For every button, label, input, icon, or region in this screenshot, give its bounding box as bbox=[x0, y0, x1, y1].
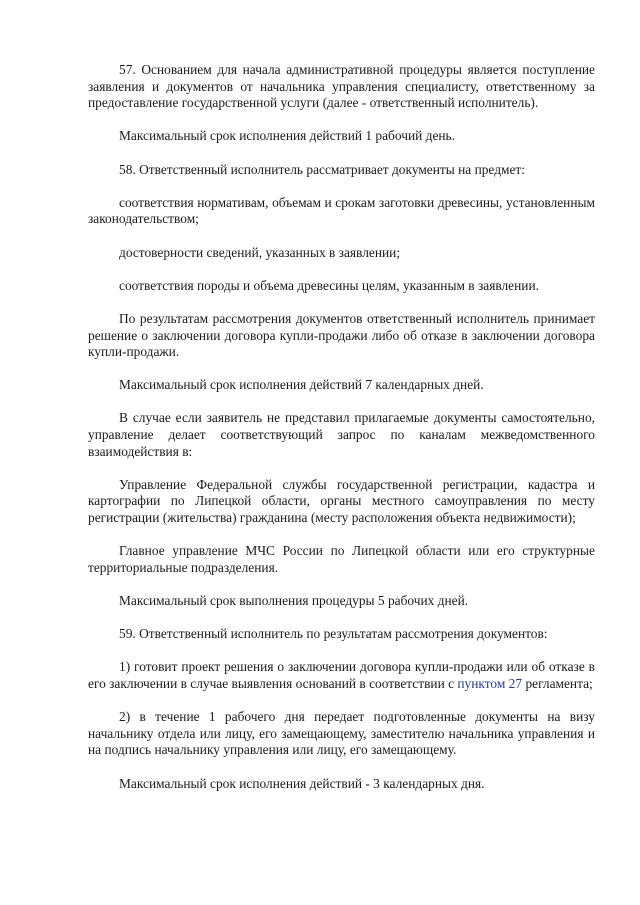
paragraph-item-1 bbox=[88, 659, 595, 692]
paragraph-item-2: 2) в течение 1 рабочего дня передает подготовленные документы на визу начальнику отдела или лицу, его замещающему, заместителю начальника управления и на подпись начальнику управления или лицу, его замещающему. bbox=[88, 709, 595, 758]
item-1-text: 1) готовит проект решения о заключении договора купли-продажи или об отказе в его заключении в случае выявления оснований в соответствии с bbox=[88, 659, 595, 691]
paragraph-criterion-species: соответствия породы и объема древесины целям, указанным в заявлении. bbox=[119, 277, 539, 293]
paragraph-interagency-request: В случае если заявитель не представил прилагаемые документы самостоятельно, управление делает соответствующий запрос по каналам межведомственного взаимодействия в: bbox=[88, 410, 595, 459]
paragraph-deadline-1: Максимальный срок исполнения действий 1 рабочий день. bbox=[119, 128, 456, 144]
paragraph-mchs: Главное управление МЧС России по Липецкой области или его структурные территориальные подразделения. bbox=[88, 543, 595, 575]
paragraph-deadline-3: Максимальный срок исполнения действий - 3 календарных дня. bbox=[119, 775, 485, 791]
paragraph-deadline-7: Максимальный срок исполнения действий 7 календарных дней. bbox=[119, 377, 484, 393]
paragraph-decision: По результатам рассмотрения документов ответственный исполнитель принимает решение о заключении договора купли-продажи либо об отказе в заключении договора купли-продажи. bbox=[88, 310, 595, 360]
paragraph-criterion-accuracy: достоверности сведений, указанных в заявлении; bbox=[119, 244, 401, 260]
paragraph-57: 57. Основанием для начала административной процедуры является поступление заявления и документов от начальника управления специалисту, ответственному за предоставление государственной услуги (далее - ответственный исполнитель). bbox=[88, 62, 595, 111]
paragraph-59: 59. Ответственный исполнитель по результатам рассмотрения документов: bbox=[119, 626, 548, 642]
clause-27-link[interactable]: пунктом 27 bbox=[457, 675, 523, 691]
paragraph-deadline-5: Максимальный срок выполнения процедуры 5 рабочих дней. bbox=[119, 593, 469, 608]
paragraph-58: 58. Ответственный исполнитель рассматривает документы на предмет: bbox=[119, 161, 526, 177]
item-1-tail: регламента; bbox=[525, 675, 593, 691]
paragraph-rosreestr: Управление Федеральной службы государственной регистрации, кадастра и картографии по Липецкой области, органы местного самоуправления по месту регистрации (жительства) гражданина (месту расположения объекта недвижимости); bbox=[88, 476, 595, 526]
paragraph-criterion-norms: соответствия нормативам, объемам и срокам заготовки древесины, установленным законодательством; bbox=[88, 194, 595, 227]
document-page bbox=[88, 62, 595, 809]
